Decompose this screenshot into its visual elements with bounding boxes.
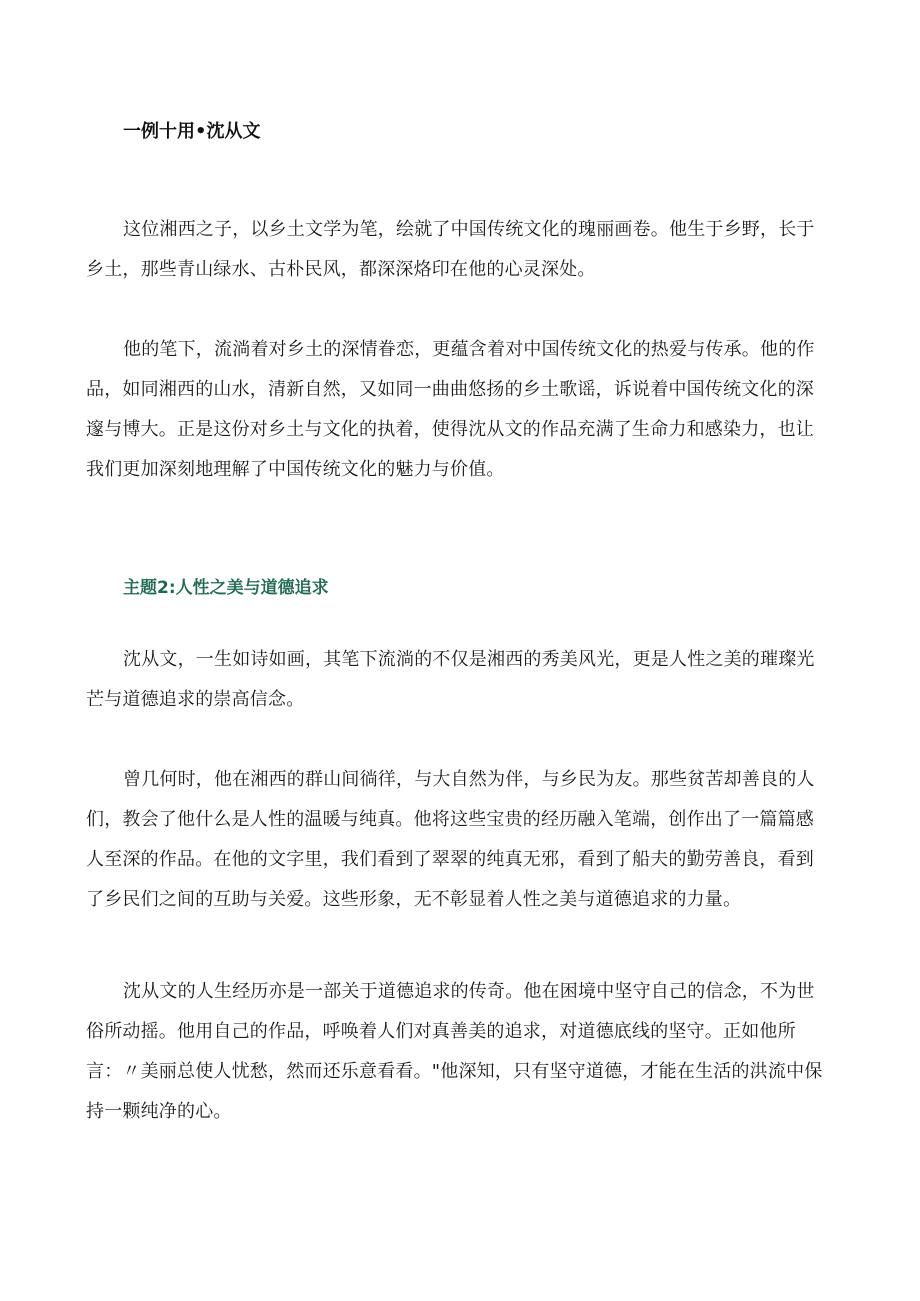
paragraph-line: 他的笔下，流淌着对乡土的深情眷恋，更蕴含着对中国传统文化的热爱与传承。他的作 <box>123 339 815 360</box>
paragraph-line: 这位湘西之子，以乡土文学为笔，绘就了中国传统文化的瑰丽画卷。他生于乡野，长于 <box>123 219 815 240</box>
paragraph-line: 品，如同湘西的山水，清新自然，又如同一曲曲悠扬的乡土歌谣，诉说着中国传统文化的深 <box>86 379 814 400</box>
paragraph-line: 持一颗纯净的心。 <box>86 1101 232 1122</box>
paragraph-xiangxi-son <box>86 210 836 290</box>
paragraph-moral-legend <box>86 972 836 1132</box>
paragraph-line: 了乡民们之间的互助与关爱。这些形象，无不彰显着人性之美与道德追求的力量。 <box>86 889 742 910</box>
paragraph-line: 邃与博大。正是这份对乡土与文化的执着，使得沈从文的作品充满了生命力和感染力，也让 <box>86 419 814 440</box>
paragraph-line: 曾几何时，他在湘西的群山间徜徉，与大自然为伴，与乡民为友。那些贫苦却善良的人 <box>123 769 815 790</box>
paragraph-line: 我们更加深刻地理解了中国传统文化的魅力与价值。 <box>86 459 505 480</box>
paragraph-line: 人至深的作品。在他的文字里，我们看到了翠翠的纯真无邪，看到了船夫的勤劳善良，看到 <box>86 849 814 870</box>
paragraph-line: 沈从文的人生经历亦是一部关于道德追求的传奇。他在困境中坚守自己的信念，不为世 <box>123 981 815 1002</box>
paragraph-line: 沈从文，一生如诗如画，其笔下流淌的不仅是湘西的秀美风光，更是人性之美的璀璨光 <box>123 649 815 670</box>
paragraph-pen-nostalgia <box>86 330 836 490</box>
paragraph-line: 们，教会了他什么是人性的温暖与纯真。他将这些宝贵的经历融入笔端，创作出了一篇篇感 <box>86 809 814 830</box>
paragraph-mountains-villagers <box>86 760 836 920</box>
paragraph-line: 芒与道德追求的崇高信念。 <box>86 689 305 710</box>
paragraph-line: 乡土，那些青山绿水、古朴民风，都深深烙印在他的心灵深处。 <box>86 259 596 280</box>
section-heading: 主题2:人性之美与道德追求 <box>123 578 329 598</box>
paragraph-line: 俗所动摇。他用自己的作品，呼唤着人们对真善美的追求，对道德底线的坚守。正如他所 <box>86 1021 796 1042</box>
paragraph-line: 言：〃美丽总使人忧愁，然而还乐意看看。"他深知，只有坚守道德，才能在生活的洪流中保 <box>86 1061 823 1082</box>
document-title: 一例十用•沈从文 <box>123 121 261 142</box>
paragraph-poetic-life <box>86 640 836 720</box>
